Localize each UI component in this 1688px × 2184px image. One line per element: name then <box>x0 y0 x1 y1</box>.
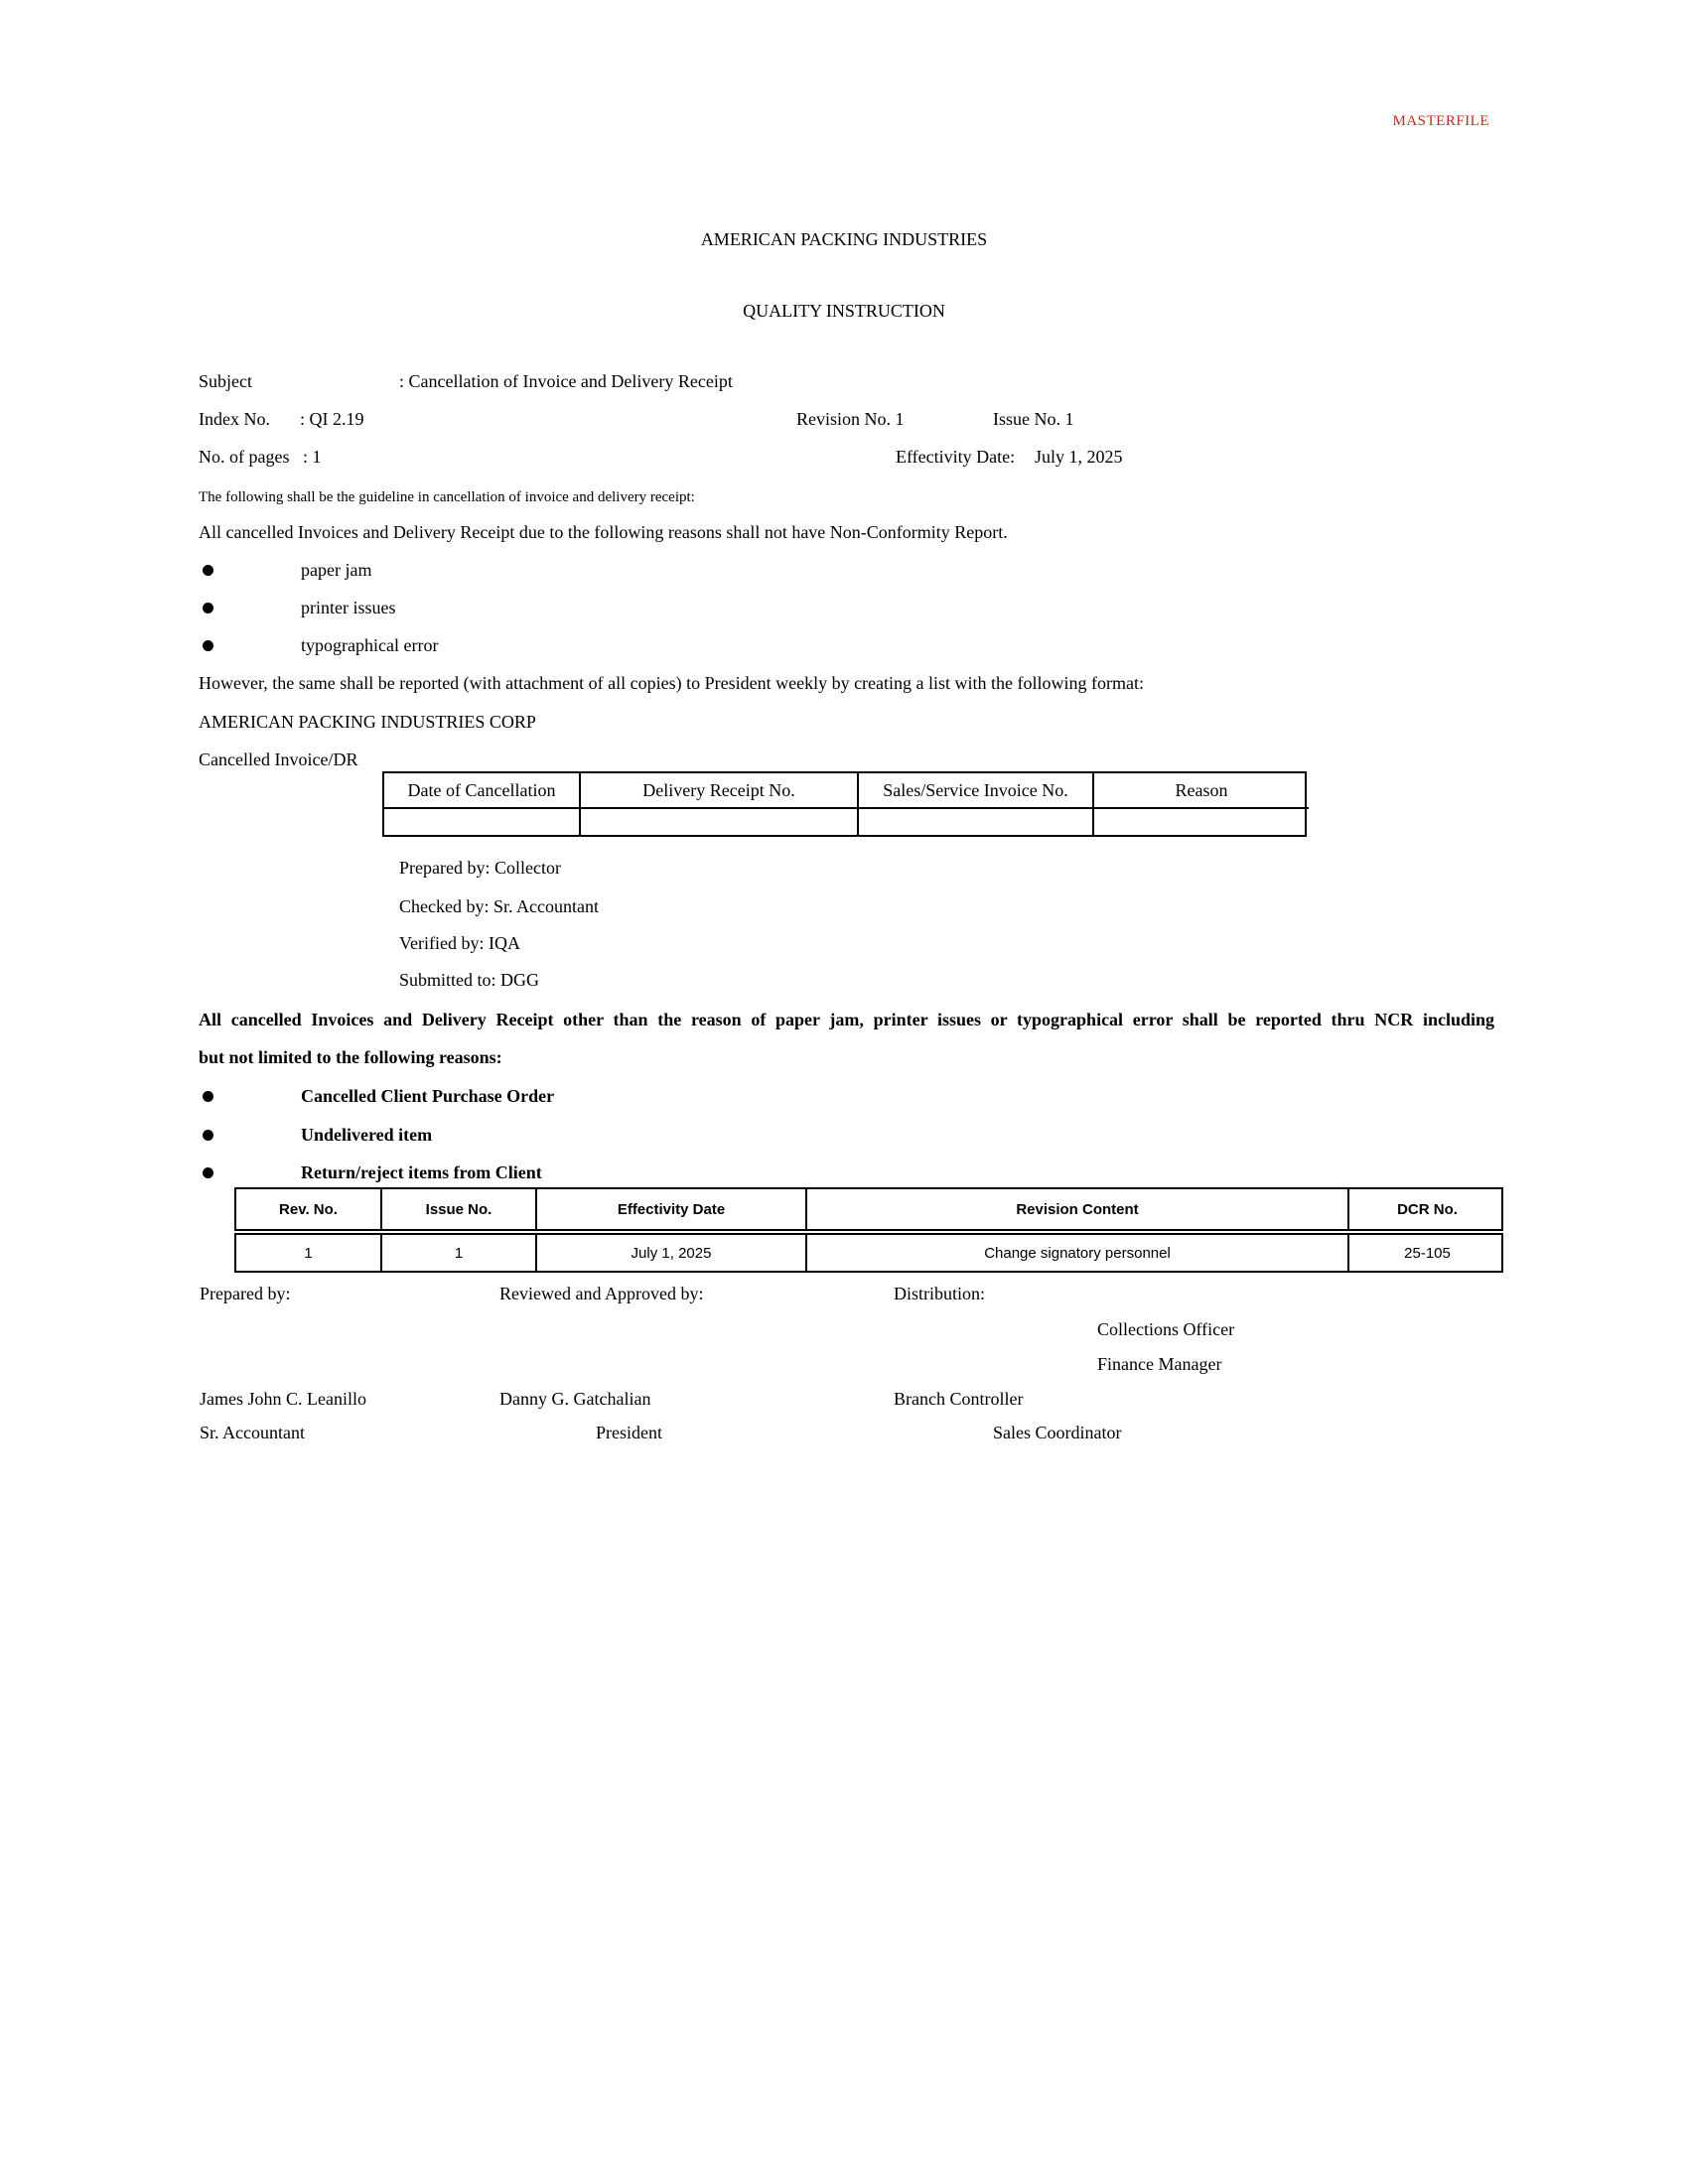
report-statement: However, the same shall be reported (with attachment of all copies) to President weekly by creating a list with the following format: <box>199 673 1144 693</box>
footer-prepared-label: Prepared by: <box>200 1284 291 1303</box>
revision-header-effectivity-date: Effectivity Date <box>537 1189 807 1229</box>
distribution-item: Branch Controller <box>894 1389 1024 1409</box>
revision-header-issue-no: Issue No. <box>382 1189 537 1229</box>
ncr-statement-line-1: All cancelled Invoices and Delivery Receipt other than the reason of paper jam, printer issues or typographical error shall be reported thru NCR including <box>199 1010 1494 1029</box>
footer-prepared-title: Sr. Accountant <box>200 1423 305 1442</box>
revision-table-header <box>234 1187 1503 1231</box>
revision-value-dcr-no: 25-105 <box>1404 1244 1451 1262</box>
footer-distribution-label: Distribution: <box>894 1284 986 1303</box>
revision-value-rev-no: 1 <box>236 1235 382 1271</box>
distribution-item: Collections Officer <box>1097 1319 1235 1339</box>
signoff-checked: Checked by: Sr. Accountant <box>399 896 599 916</box>
company-title: AMERICAN PACKING INDUSTRIES <box>700 229 988 249</box>
revision-value-issue-no: 1 <box>382 1235 537 1271</box>
masterfile-stamp: MASTERFILE <box>1392 113 1489 129</box>
revision-value-effectivity-date: July 1, 2025 <box>537 1235 807 1271</box>
revision-no: Revision No. 1 <box>796 409 905 429</box>
subject-value: : Cancellation of Invoice and Delivery Receipt <box>399 371 733 391</box>
column-header-delivery-receipt-no: Delivery Receipt No. <box>581 773 859 809</box>
ncr-reason-item <box>203 1123 432 1147</box>
index-value: : QI 2.19 <box>300 409 364 429</box>
ncr-reason-text: Return/reject items from Client <box>301 1162 542 1182</box>
ncr-reason-text: Cancelled Client Purchase Order <box>301 1086 555 1106</box>
subject-label: Subject <box>199 371 252 391</box>
footer-reviewed-label: Reviewed and Approved by: <box>499 1284 704 1303</box>
footer-reviewed-name: Danny G. Gatchalian <box>499 1389 651 1409</box>
bullet-marker <box>203 603 213 614</box>
ncr-reason-item <box>203 1084 554 1108</box>
cancelled-list-format-table <box>382 771 1307 837</box>
bullet-marker <box>203 1091 213 1102</box>
bullet-marker <box>203 1167 213 1178</box>
distribution-item: Sales Coordinator <box>993 1423 1122 1442</box>
column-header-sales-service-invoice-no: Sales/Service Invoice No. <box>859 773 1094 809</box>
exempt-reason-item <box>203 596 395 619</box>
signoff-submitted: Submitted to: DGG <box>399 970 540 990</box>
bullet-marker <box>203 1130 213 1141</box>
footer-prepared-name: James John C. Leanillo <box>200 1389 366 1409</box>
bullet-marker <box>203 565 213 576</box>
signoff-verified: Verified by: IQA <box>399 933 520 953</box>
guideline-intro: The following shall be the guideline in cancellation of invoice and delivery receipt: <box>199 489 695 505</box>
effectivity-value: July 1, 2025 <box>1035 447 1123 467</box>
bullet-marker <box>203 640 213 651</box>
footer-reviewed-title: President <box>596 1423 662 1442</box>
revision-table-row <box>234 1233 1503 1273</box>
exempt-reason-item <box>203 633 438 657</box>
list-label: Cancelled Invoice/DR <box>199 750 358 769</box>
no-ncr-statement: All cancelled Invoices and Delivery Receipt due to the following reasons shall not have Non-Conformity Report. <box>199 522 1008 542</box>
doc-title: QUALITY INSTRUCTION <box>743 301 945 321</box>
ncr-reason-item <box>203 1160 542 1184</box>
revision-header-dcr-no: DCR No. <box>1397 1200 1458 1218</box>
pages-label: No. of pages <box>199 447 290 467</box>
exempt-reason-text: typographical error <box>301 635 439 655</box>
empty-cell <box>1094 809 1309 835</box>
revision-value-revision-content: Change signatory personnel <box>807 1235 1349 1271</box>
index-label: Index No. <box>199 409 270 429</box>
empty-cell <box>384 809 581 835</box>
empty-cell <box>859 809 1094 835</box>
ncr-reason-text: Undelivered item <box>301 1125 433 1145</box>
issue-no: Issue No. 1 <box>993 409 1074 429</box>
effectivity-label: Effectivity Date: <box>896 447 1016 467</box>
pages-value: : 1 <box>303 447 322 467</box>
distribution-item: Finance Manager <box>1097 1354 1222 1374</box>
column-header-date-of-cancellation: Date of Cancellation <box>384 773 581 809</box>
exempt-reason-item <box>203 558 371 582</box>
empty-cell <box>581 809 859 835</box>
revision-header-rev-no: Rev. No. <box>236 1189 382 1229</box>
column-header-reason: Reason <box>1094 773 1309 809</box>
corp-name: AMERICAN PACKING INDUSTRIES CORP <box>199 712 536 732</box>
signoff-prepared: Prepared by: Collector <box>399 858 561 878</box>
ncr-statement-line-2: but not limited to the following reasons: <box>199 1047 502 1067</box>
exempt-reason-text: paper jam <box>301 560 372 580</box>
exempt-reason-text: printer issues <box>301 598 396 617</box>
revision-header-revision-content: Revision Content <box>807 1189 1349 1229</box>
